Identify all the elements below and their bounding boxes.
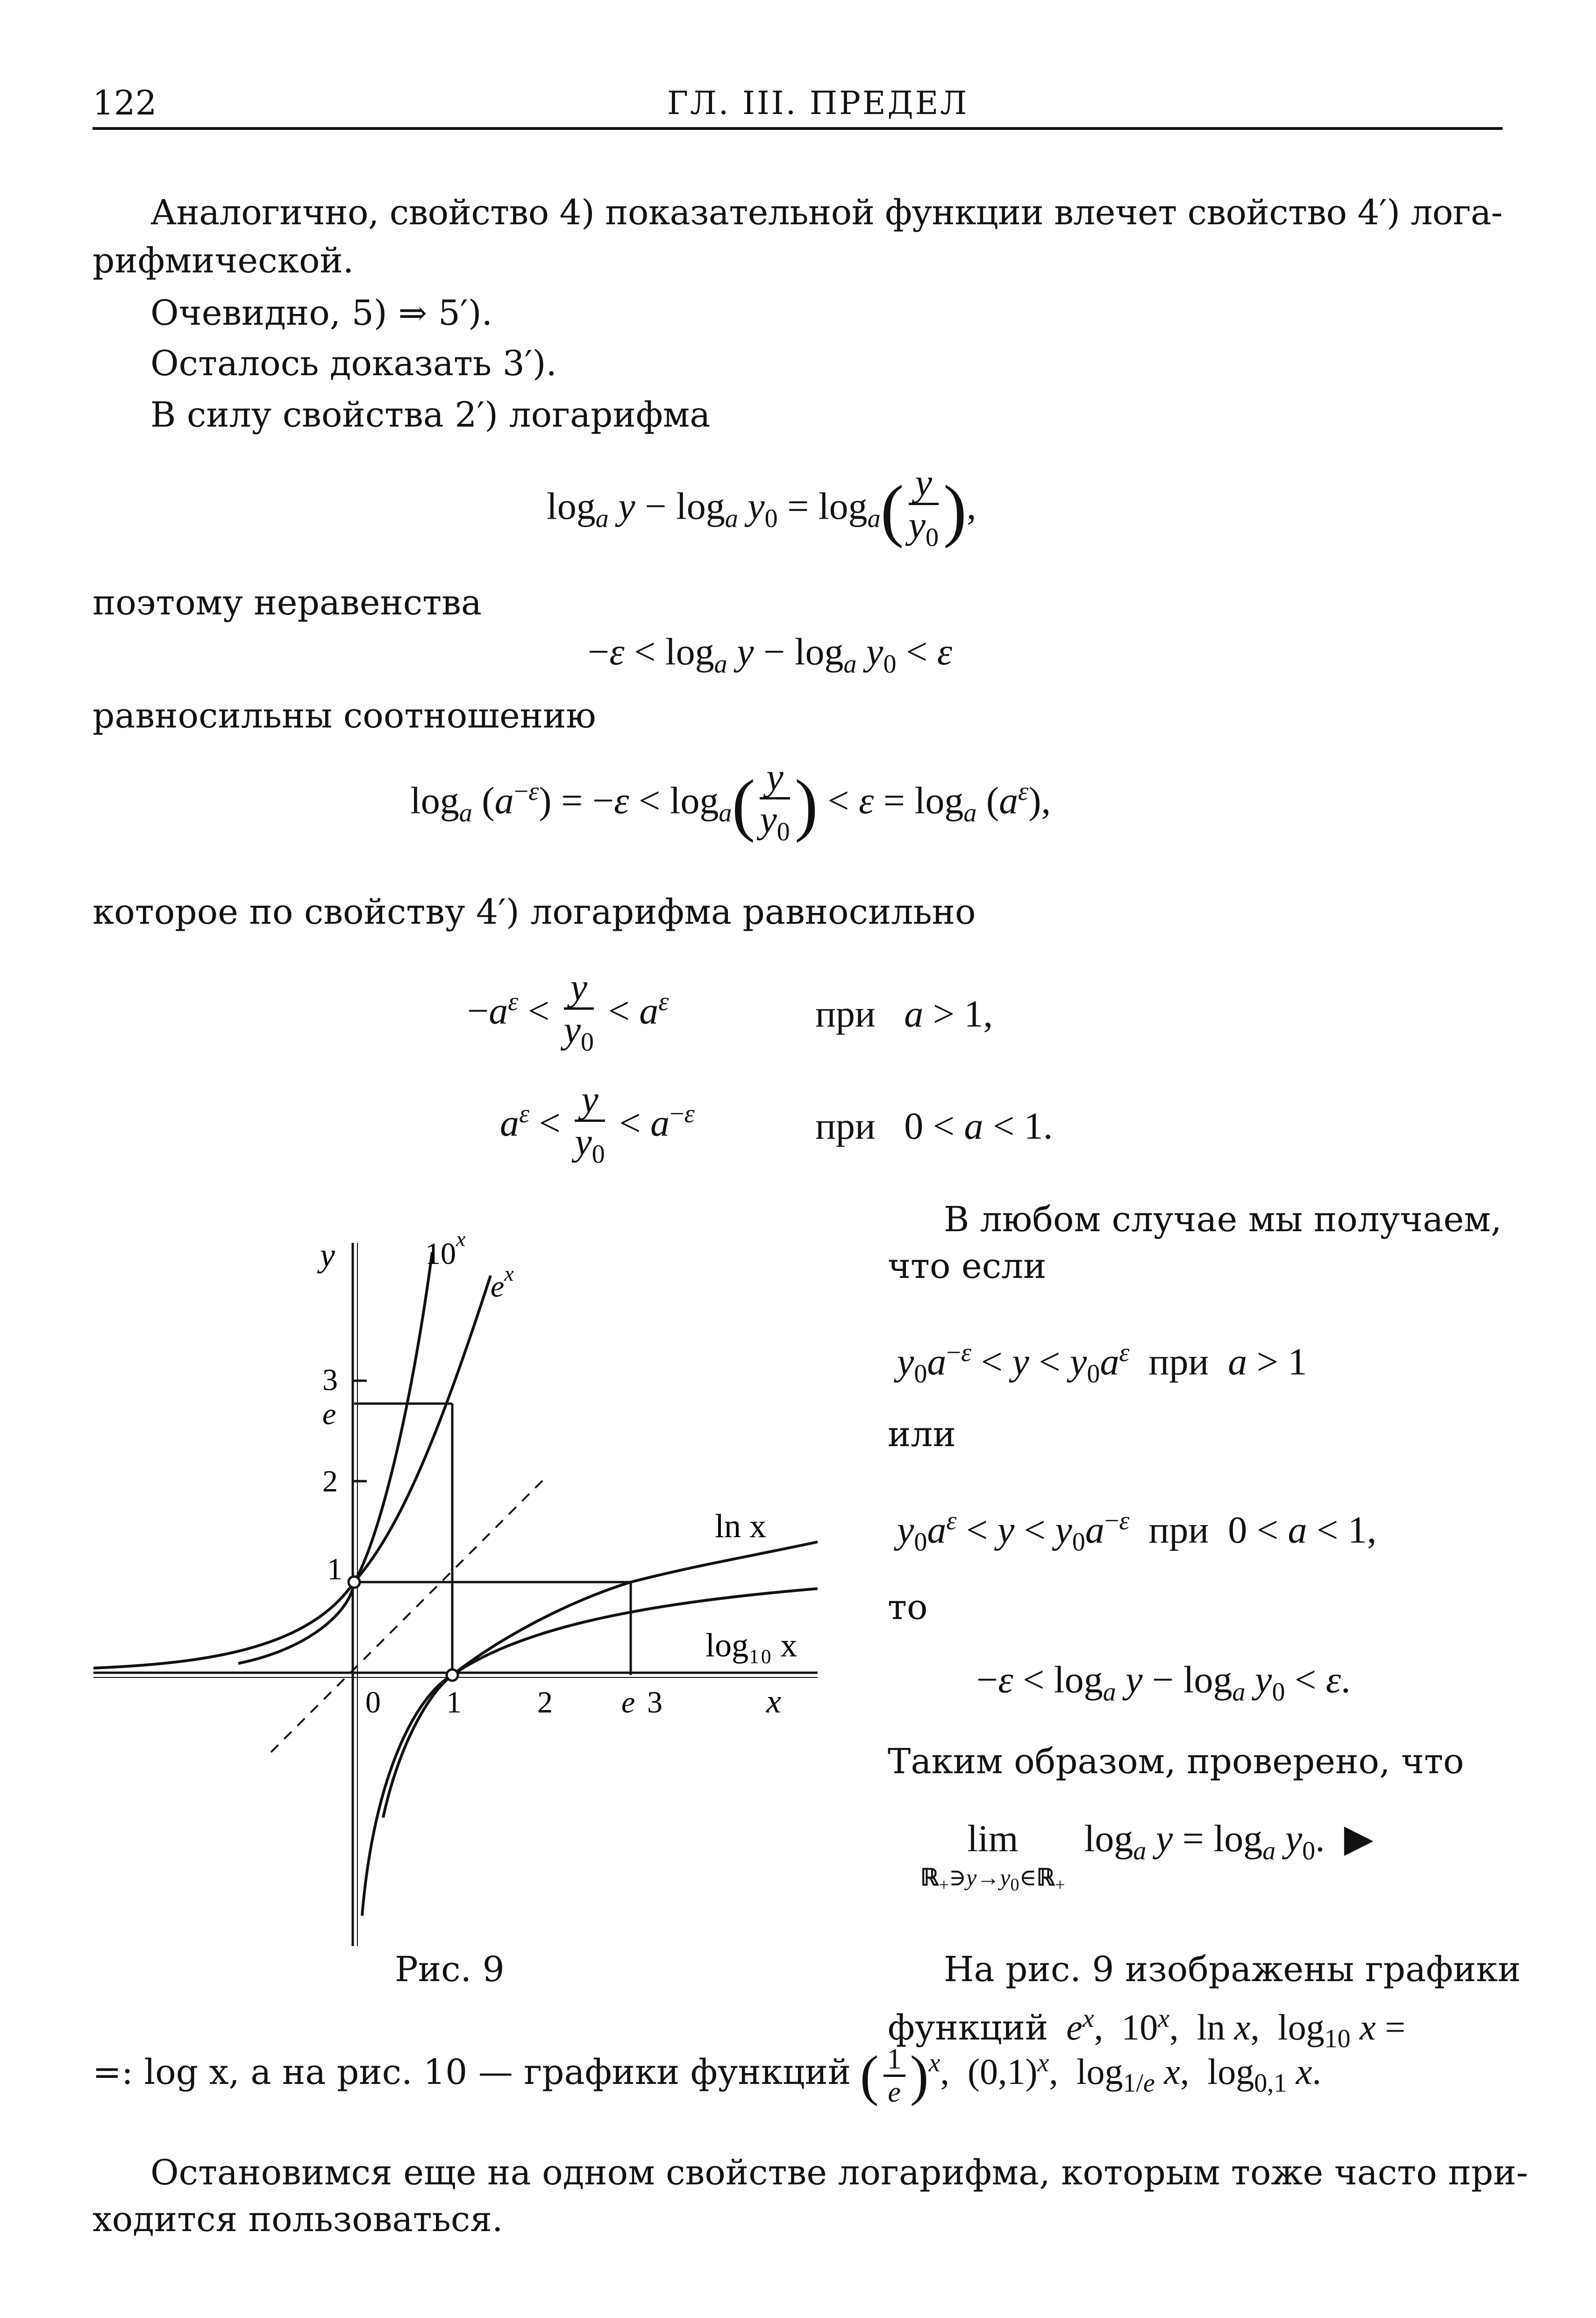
word-pri: при [815, 1105, 876, 1147]
formula-case-a-lt-1-cond: при 0 < a < 1. [815, 1105, 1053, 1147]
formula-result-inequality: $-\varepsilon < \log_a y - \log_a y_0 < \varepsilon$. [976, 1658, 1351, 1707]
formula-case-a-gt-1: $-a^\varepsilon$ < $\frac{y}{y_0}$ < $a^\varepsilon$ [467, 966, 669, 1057]
paragraph-line: рифмической. [93, 241, 354, 281]
label-ln-x: ln x [715, 1507, 767, 1545]
right-col-functions-line: функций $e^x$, 10$^x$, ln x, $\log_{10} x$ = [888, 2004, 1406, 2054]
label-log10-x: log₁₀ x [705, 1626, 798, 1664]
right-col-line: или [888, 1414, 956, 1455]
word-pri: при [1148, 1508, 1209, 1551]
end-of-proof-icon: ▶ [1344, 1817, 1374, 1860]
paragraph-line: ходится пользоваться. [93, 2199, 503, 2240]
x-axis-label: x [766, 1683, 781, 1720]
figure-9-graph [89, 1215, 850, 1958]
label-10-pow-x: 10$^x$ [425, 1227, 466, 1271]
line-y-equals-x [271, 1476, 547, 1752]
y-tick-label-2: 2 [322, 1464, 338, 1498]
x-tick-label-1: 1 [446, 1685, 462, 1719]
paragraph-line: Очевидно, 5) ⇒ 5′). [150, 293, 493, 333]
figure-caption: Рис. 9 [395, 1949, 505, 1990]
curve-10-pow-x [238, 1252, 432, 1663]
y-tick-label-1: 1 [327, 1552, 342, 1586]
formula-limit: lim $ℝ_+∋y\to y_0\in ℝ_+$ $\log_a y = \log_a y_0$. ▶ [920, 1813, 1374, 1898]
x-tick-label-e: e [621, 1685, 635, 1719]
right-col-line: Таким образом, проверено, что [888, 1741, 1464, 1782]
lim-word: lim [967, 1817, 1019, 1860]
header-rule [93, 127, 1503, 130]
y-tick-label-e: e [322, 1397, 336, 1431]
word-pri: при [1148, 1340, 1209, 1383]
paragraph-line: которое по свойству 4′) логарифма равносильно [93, 892, 976, 932]
right-col-line: то [888, 1587, 928, 1627]
paragraph-line: В силу свойства 2′) логарифма [150, 395, 711, 435]
point-1-0 [447, 1669, 458, 1681]
formula-cond-a-lt-1: $y_0a^\varepsilon < y < y_0a^{-\varepsilon}$ при 0 < a < 1, [897, 1506, 1377, 1557]
right-col-line: что если [888, 1246, 1047, 1286]
curve-e-pow-x [93, 1276, 491, 1668]
formula-equivalent: $\log_a (a^{-\varepsilon}) = -\varepsilon < \log_a$( $\frac{y}{y_0}$ ) < $\varepsilon = \log_a (a^\varepsilon)$, [410, 756, 1051, 847]
point-0-1 [349, 1576, 360, 1588]
formula-cond-a-gt-1: $y_0a^{-\varepsilon} < y < y_0a^\varepsilon$ при a > 1 [897, 1338, 1307, 1389]
y-tick-label-3: 3 [322, 1363, 338, 1397]
paragraph-line: Осталось доказать 3′). [150, 343, 557, 384]
formula-case-a-lt-1: $a^\varepsilon$ < $\frac{y}{y_0}$ < $a^{-\varepsilon}$ [500, 1078, 695, 1169]
x-tick-label-0: 0 [365, 1685, 381, 1719]
right-col-line: В любом случае мы получаем, [944, 1199, 1502, 1240]
y-axis-label: y [320, 1236, 335, 1274]
functions-word: функций [888, 2008, 1048, 2048]
formula-log-difference: $\log_a y - \log_a y_0 = \log_a$( $\frac{y}{y_0}$ ), [547, 461, 976, 552]
running-title: ГЛ. III. ПРЕДЕЛ [667, 85, 969, 122]
fig10-ref: =: log x, а на рис. 10 — графики функций [93, 2052, 851, 2092]
paragraph-line: Остановимся еще на одном свойстве логарифма, которым тоже часто при- [150, 2153, 1528, 2193]
paragraph-line: равносильны соотношению [93, 696, 596, 736]
x-tick-label-3: 3 [647, 1685, 663, 1719]
formula-inequality: $-\varepsilon < \log_a y - \log_a y_0 < \varepsilon$ [588, 630, 952, 679]
right-col-line: На рис. 9 изображены графики [944, 1949, 1521, 1990]
label-e-pow-x: $e^x$ [491, 1262, 514, 1304]
word-pri: при [815, 992, 876, 1035]
paragraph-line: Аналогично, свойство 4) показательной функции влечет свойство 4′) лога- [150, 193, 1503, 233]
x-tick-label-2: 2 [537, 1685, 553, 1719]
curve-ln-x [362, 1542, 818, 1916]
paragraph-line: поэтому неравенства [93, 583, 482, 623]
page-number: 122 [93, 83, 157, 122]
formula-case-a-gt-1-cond: при a > 1, [815, 992, 993, 1035]
full-width-functions-line: =: log x, а на рис. 10 — графики функций ( $\frac{1}{e}$ )$^x$, $(0,1)^x$, $\log_{1/e} x$, $\log_{0,1} x$. [93, 2043, 1321, 2108]
